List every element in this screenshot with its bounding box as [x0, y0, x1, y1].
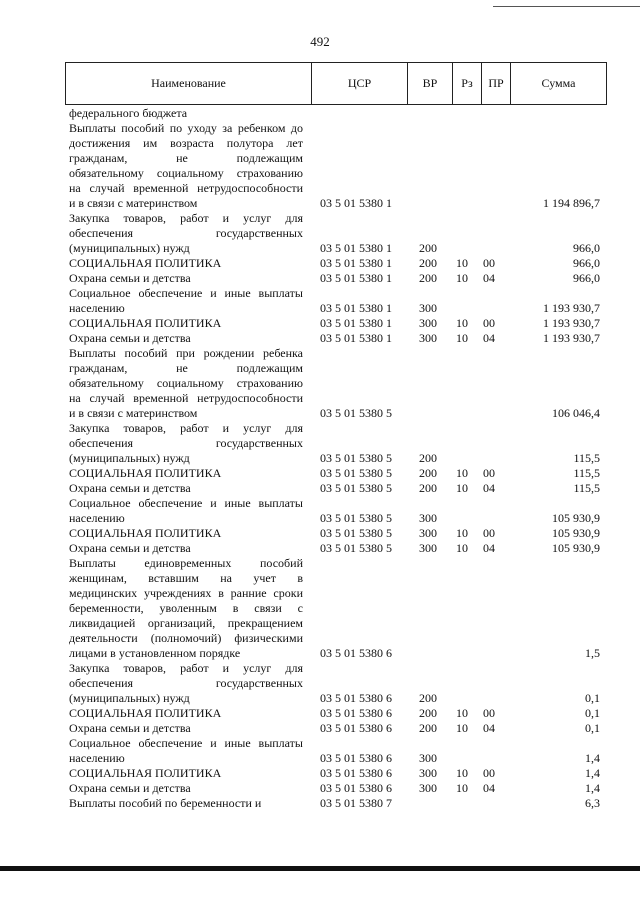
row-sum: 0,1: [585, 706, 600, 720]
table-row: [0, 271, 640, 286]
row-rz: 10: [456, 271, 468, 285]
table-row: [0, 526, 640, 541]
row-name-line: СОЦИАЛЬНАЯ ПОЛИТИКА: [69, 526, 222, 540]
table-row: [0, 556, 640, 661]
row-name-line: населению: [69, 511, 125, 525]
table-row: [0, 796, 640, 811]
row-sum: 0,1: [585, 721, 600, 735]
row-rz: 10: [456, 481, 468, 495]
row-name: [69, 526, 303, 541]
row-name: [69, 661, 303, 706]
table-row: [0, 106, 640, 121]
table-row: [0, 121, 640, 211]
header-rz: Рз: [452, 63, 481, 104]
row-csr: 03 5 01 5380 1: [320, 331, 392, 345]
row-vr: 200: [419, 481, 437, 495]
row-csr: 03 5 01 5380 7: [320, 796, 392, 810]
row-name-line: Охрана семьи и детства: [69, 721, 191, 735]
row-vr: 200: [419, 706, 437, 720]
row-sum: 1 193 930,7: [543, 301, 600, 315]
table-header: [65, 62, 607, 105]
table-row: [0, 736, 640, 766]
row-name-line: СОЦИАЛЬНАЯ ПОЛИТИКА: [69, 706, 222, 720]
row-csr: 03 5 01 5380 5: [320, 511, 392, 525]
row-csr: 03 5 01 5380 6: [320, 691, 392, 705]
row-csr: 03 5 01 5380 5: [320, 481, 392, 495]
row-name: [69, 106, 303, 121]
row-name-line: обязательному социальному страхованию: [69, 376, 303, 390]
row-rz: 10: [456, 331, 468, 345]
row-vr: 300: [419, 781, 437, 795]
row-name-line: Социальное обеспечение и иные выплаты: [69, 286, 303, 300]
row-csr: 03 5 01 5380 5: [320, 541, 392, 555]
row-vr: 300: [419, 511, 437, 525]
row-name-line: (муниципальных) нужд: [69, 691, 190, 705]
row-name-line: Выплаты пособий по уходу за ребенком до: [69, 121, 303, 135]
row-sum: 1,5: [585, 646, 600, 660]
row-sum: 966,0: [573, 271, 600, 285]
page-number: 492: [310, 34, 330, 49]
row-name-line: и в связи с материнством: [69, 196, 198, 210]
row-name-line: Охрана семьи и детства: [69, 541, 191, 555]
row-name-line: федерального бюджета: [69, 106, 188, 120]
row-sum: 105 930,9: [552, 511, 600, 525]
row-vr: 200: [419, 451, 437, 465]
header-name: Наименование: [151, 76, 226, 90]
row-vr: 300: [419, 526, 437, 540]
row-name-line: населению: [69, 301, 125, 315]
row-name: [69, 496, 303, 526]
row-name: [69, 706, 303, 721]
row-name-line: и в связи с материнством: [69, 406, 198, 420]
row-csr: 03 5 01 5380 6: [320, 766, 392, 780]
table-row: [0, 256, 640, 271]
row-sum: 115,5: [573, 481, 600, 495]
row-name-line: СОЦИАЛЬНАЯ ПОЛИТИКА: [69, 766, 222, 780]
row-vr: 200: [419, 271, 437, 285]
row-name-line: обеспечения государственных: [69, 436, 303, 450]
row-name-line: Закупка товаров, работ и услуг для: [69, 421, 303, 435]
row-name-line: Выплаты пособий при рождении ребенка: [69, 346, 303, 360]
row-csr: 03 5 01 5380 1: [320, 271, 392, 285]
row-sum: 1 193 930,7: [543, 331, 600, 345]
row-pr: 00: [483, 706, 495, 720]
row-pr: 04: [483, 481, 495, 495]
row-pr: 00: [483, 256, 495, 270]
row-csr: 03 5 01 5380 1: [320, 301, 392, 315]
row-name: [69, 466, 303, 481]
row-pr: 00: [483, 766, 495, 780]
row-pr: 04: [483, 271, 495, 285]
row-name: [69, 331, 303, 346]
table-row: [0, 706, 640, 721]
row-name-line: женщинам, вставшим на учет в: [69, 571, 303, 585]
row-sum: 1,4: [585, 766, 600, 780]
row-vr: 300: [419, 751, 437, 765]
top-rule: [493, 6, 640, 7]
row-pr: 00: [483, 526, 495, 540]
row-vr: 200: [419, 256, 437, 270]
row-name-line: Социальное обеспечение и иные выплаты: [69, 736, 303, 750]
row-pr: 04: [483, 331, 495, 345]
header-sum: Сумма: [510, 63, 606, 104]
row-csr: 03 5 01 5380 5: [320, 406, 392, 420]
row-rz: 10: [456, 316, 468, 330]
table-row: [0, 331, 640, 346]
row-name: [69, 781, 303, 796]
row-name-line: гражданам, не подлежащим: [69, 361, 303, 375]
row-vr: 300: [419, 316, 437, 330]
row-csr: 03 5 01 5380 1: [320, 196, 392, 210]
table-row: [0, 781, 640, 796]
row-vr: 300: [419, 301, 437, 315]
row-sum: 966,0: [573, 256, 600, 270]
row-sum: 115,5: [573, 466, 600, 480]
row-csr: 03 5 01 5380 1: [320, 316, 392, 330]
header-vr: ВР: [407, 63, 452, 104]
row-name-line: (муниципальных) нужд: [69, 241, 190, 255]
row-name-line: населению: [69, 751, 125, 765]
table-row: [0, 541, 640, 556]
row-vr: 300: [419, 766, 437, 780]
row-rz: 10: [456, 781, 468, 795]
row-sum: 6,3: [585, 796, 600, 810]
row-vr: 200: [419, 241, 437, 255]
row-name-line: обеспечения государственных: [69, 226, 303, 240]
table-row: [0, 721, 640, 736]
row-name: [69, 121, 303, 211]
row-sum: 1 193 930,7: [543, 316, 600, 330]
row-name: [69, 736, 303, 766]
row-name-line: на случай временной нетрудоспособности: [69, 181, 303, 195]
row-vr: 200: [419, 721, 437, 735]
table-row: [0, 481, 640, 496]
row-name: [69, 211, 303, 256]
row-name: [69, 286, 303, 316]
row-name-line: гражданам, не подлежащим: [69, 151, 303, 165]
row-name-line: Выплаты единовременных пособий: [69, 556, 303, 570]
row-csr: 03 5 01 5380 6: [320, 706, 392, 720]
table-row: [0, 496, 640, 526]
row-name-line: СОЦИАЛЬНАЯ ПОЛИТИКА: [69, 466, 222, 480]
row-name-line: ликвидацией организаций, прекращением: [69, 616, 303, 630]
row-sum: 105 930,9: [552, 526, 600, 540]
table-row: [0, 316, 640, 331]
row-sum: 0,1: [585, 691, 600, 705]
row-name-line: обеспечения государственных: [69, 676, 303, 690]
row-vr: 200: [419, 466, 437, 480]
row-sum: 105 930,9: [552, 541, 600, 555]
row-name: [69, 766, 303, 781]
row-name-line: (муниципальных) нужд: [69, 451, 190, 465]
row-rz: 10: [456, 466, 468, 480]
row-sum: 1,4: [585, 781, 600, 795]
row-name: [69, 556, 303, 661]
row-name-line: лицами в установленном порядке: [69, 646, 241, 660]
row-name-line: медицинских учреждениях в ранние сроки: [69, 586, 303, 600]
row-name-line: на случай временной нетрудоспособности: [69, 391, 303, 405]
row-name: [69, 541, 303, 556]
row-sum: 115,5: [573, 451, 600, 465]
row-name-line: обязательному социальному страхованию: [69, 166, 303, 180]
row-pr: 00: [483, 466, 495, 480]
row-name: [69, 796, 303, 811]
row-name-line: деятельности (полномочий) физическими: [69, 631, 303, 645]
row-csr: 03 5 01 5380 6: [320, 646, 392, 660]
row-name-line: Охрана семьи и детства: [69, 271, 191, 285]
row-pr: 04: [483, 541, 495, 555]
table-row: [0, 211, 640, 256]
row-csr: 03 5 01 5380 1: [320, 256, 392, 270]
table-row: [0, 466, 640, 481]
row-rz: 10: [456, 541, 468, 555]
row-name-line: беременности, уволенным в связи с: [69, 601, 303, 615]
row-csr: 03 5 01 5380 5: [320, 526, 392, 540]
row-sum: 1 194 896,7: [543, 196, 600, 210]
row-name: [69, 271, 303, 286]
row-name: [69, 481, 303, 496]
row-sum: 106 046,4: [552, 406, 600, 420]
row-name-line: Закупка товаров, работ и услуг для: [69, 661, 303, 675]
row-name: [69, 421, 303, 466]
row-name-line: Социальное обеспечение и иные выплаты: [69, 496, 303, 510]
row-name-line: СОЦИАЛЬНАЯ ПОЛИТИКА: [69, 316, 222, 330]
row-sum: 1,4: [585, 751, 600, 765]
row-name-line: Охрана семьи и детства: [69, 481, 191, 495]
header-pr: ПР: [481, 63, 510, 104]
row-name-line: Охрана семьи и детства: [69, 331, 191, 345]
row-name: [69, 256, 303, 271]
table-row: [0, 766, 640, 781]
row-pr: 04: [483, 781, 495, 795]
row-name-line: достижения им возраста полутора лет: [69, 136, 303, 150]
row-rz: 10: [456, 721, 468, 735]
row-rz: 10: [456, 526, 468, 540]
row-name: [69, 316, 303, 331]
row-csr: 03 5 01 5380 1: [320, 241, 392, 255]
row-name: [69, 721, 303, 736]
row-csr: 03 5 01 5380 6: [320, 721, 392, 735]
bottom-border: [0, 866, 640, 871]
row-rz: 10: [456, 256, 468, 270]
row-csr: 03 5 01 5380 6: [320, 781, 392, 795]
row-csr: 03 5 01 5380 6: [320, 751, 392, 765]
table-row: [0, 661, 640, 706]
row-name-line: СОЦИАЛЬНАЯ ПОЛИТИКА: [69, 256, 222, 270]
header-csr: ЦСР: [311, 63, 407, 104]
table-body: [0, 106, 640, 811]
row-vr: 200: [419, 691, 437, 705]
row-vr: 300: [419, 541, 437, 555]
row-pr: 00: [483, 316, 495, 330]
row-rz: 10: [456, 706, 468, 720]
row-sum: 966,0: [573, 241, 600, 255]
table-row: [0, 286, 640, 316]
table-row: [0, 346, 640, 421]
row-name: [69, 346, 303, 421]
row-name-line: Закупка товаров, работ и услуг для: [69, 211, 303, 225]
table-row: [0, 421, 640, 466]
row-name-line: Выплаты пособий по беременности и: [69, 796, 262, 810]
row-pr: 04: [483, 721, 495, 735]
row-vr: 300: [419, 331, 437, 345]
row-rz: 10: [456, 766, 468, 780]
row-csr: 03 5 01 5380 5: [320, 466, 392, 480]
row-csr: 03 5 01 5380 5: [320, 451, 392, 465]
row-name-line: Охрана семьи и детства: [69, 781, 191, 795]
